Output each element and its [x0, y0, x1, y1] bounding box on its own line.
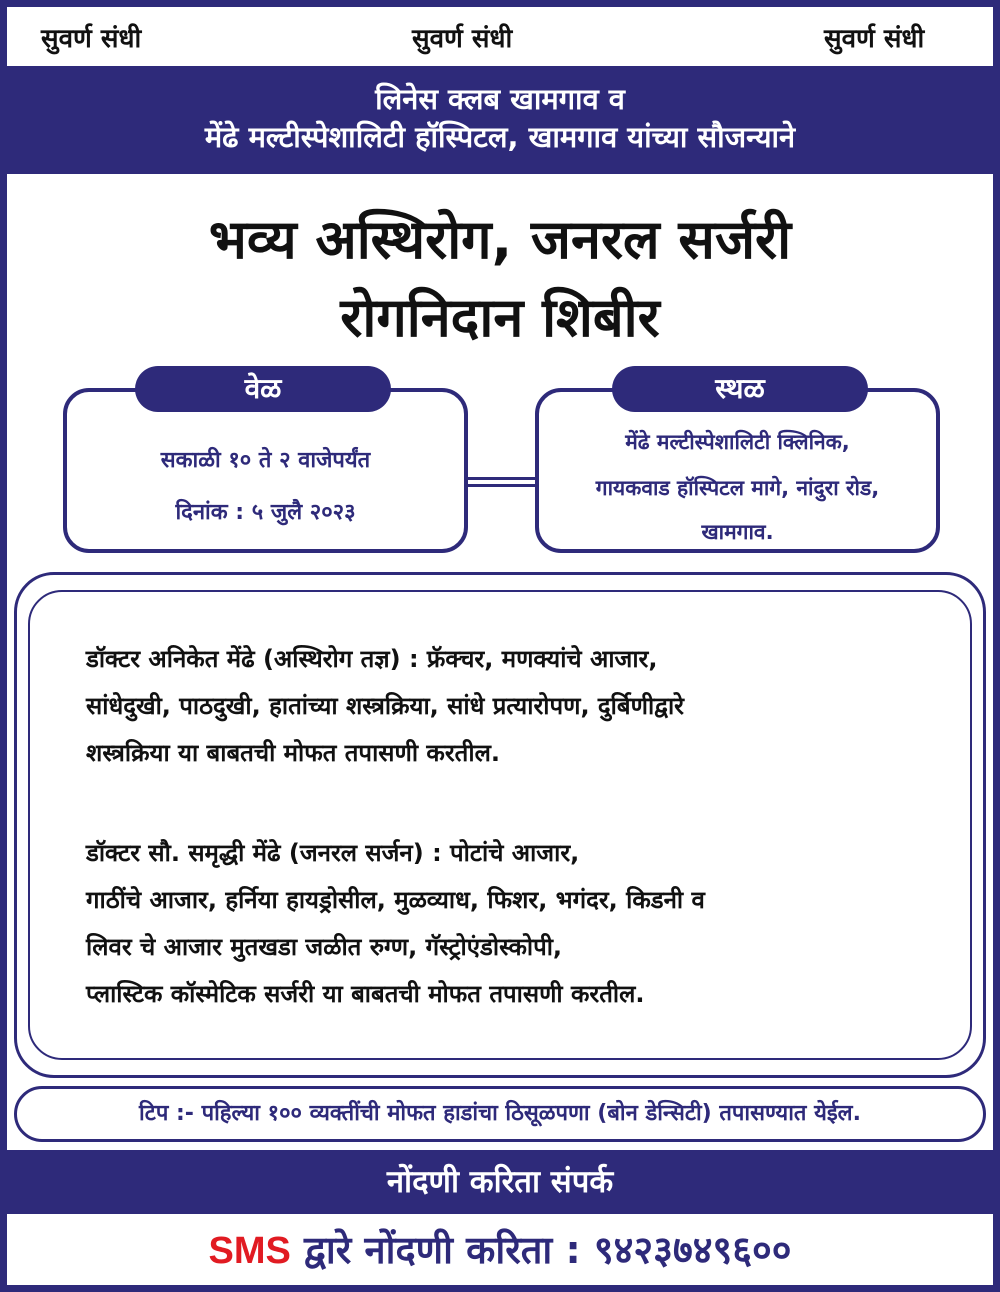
sms-number: ९४२३७४९६०० — [593, 1228, 792, 1272]
camp-title-line-2: रोगनिदान शिबीर — [340, 286, 660, 349]
sms-prefix: SMS — [208, 1230, 291, 1272]
venue-line-2: गायकवाड हॉस्पिटल मागे, नांदुरा रोड, — [595, 476, 880, 500]
doctor-1-line-1: डॉक्टर अनिकेत मेंढे (अस्थिरोग तज्ञ) : फ्रॅक्चर, मणक्यांचे आजार, — [86, 645, 658, 673]
golden-opportunity-left: सुवर्ण संधी — [41, 24, 142, 54]
doctor-1-line-2: सांधेदुखी, पाठदुखी, हातांच्या शस्त्रक्रिया, सांधे प्रत्यारोपण, दुर्बिणीद्वारे — [86, 692, 684, 720]
doctor-1-paragraph — [86, 636, 946, 777]
sms-registration — [0, 1218, 1000, 1282]
doctor-2-line-4: प्लास्टिक कॉस्मेटिक सर्जरी या बाबतची मोफत तपासणी करतील. — [86, 980, 645, 1008]
camp-title-line-1: भव्य अस्थिरोग, जनरल सर्जरी — [208, 208, 792, 271]
tip-note: टिप :- पहिल्या १०० व्यक्तींची मोफत हाडांचा ठिसूळपणा (बोन डेन्सिटी) तपासण्यात येईल. — [14, 1086, 986, 1142]
date-line: दिनांक : ५ जुलै २०२३ — [175, 500, 356, 525]
doctor-2-line-2: गाठींचे आजार, हर्निया हायड्रोसील, मुळव्याध, फिशर, भगंदर, किडनी व — [86, 886, 705, 914]
venue-line-1: मेंढे मल्टीस्पेशालिटी क्लिनिक, — [625, 430, 850, 454]
venue-line-3: खामगाव. — [701, 520, 774, 544]
golden-opportunity-right: सुवर्ण संधी — [824, 24, 925, 54]
top-bar — [7, 7, 993, 65]
contact-heading: नोंदणी करिता संपर्क — [0, 1150, 1000, 1214]
golden-opportunity-center: सुवर्ण संधी — [412, 24, 513, 54]
doctor-1-line-3: शस्त्रक्रिया या बाबतची मोफत तपासणी करतील. — [86, 739, 500, 767]
doctor-2-line-3: लिवर चे आजार मुतखडा जळीत रुग्ण, गॅस्ट्रोएंडोस्कोपी, — [86, 933, 563, 961]
venue-label: स्थळ — [612, 366, 868, 412]
time-line: सकाळी १० ते २ वाजेपर्यंत — [160, 448, 371, 473]
sponsor-header — [0, 66, 1000, 174]
doctor-2-paragraph — [86, 830, 946, 1018]
time-label: वेळ — [135, 366, 391, 412]
sponsor-line-1: लिनेस क्लब खामगाव व — [375, 82, 625, 116]
sms-text: द्वारे नोंदणी करिता : — [290, 1228, 594, 1272]
doctor-2-line-1: डॉक्टर सौ. समृद्धी मेंढे (जनरल सर्जन) : पोटांचे आजार, — [86, 839, 580, 867]
box-connector — [466, 477, 538, 487]
sponsor-line-2: मेंढे मल्टीस्पेशालिटी हॉस्पिटल, खामगाव यांच्या सौजन्याने — [204, 120, 796, 154]
